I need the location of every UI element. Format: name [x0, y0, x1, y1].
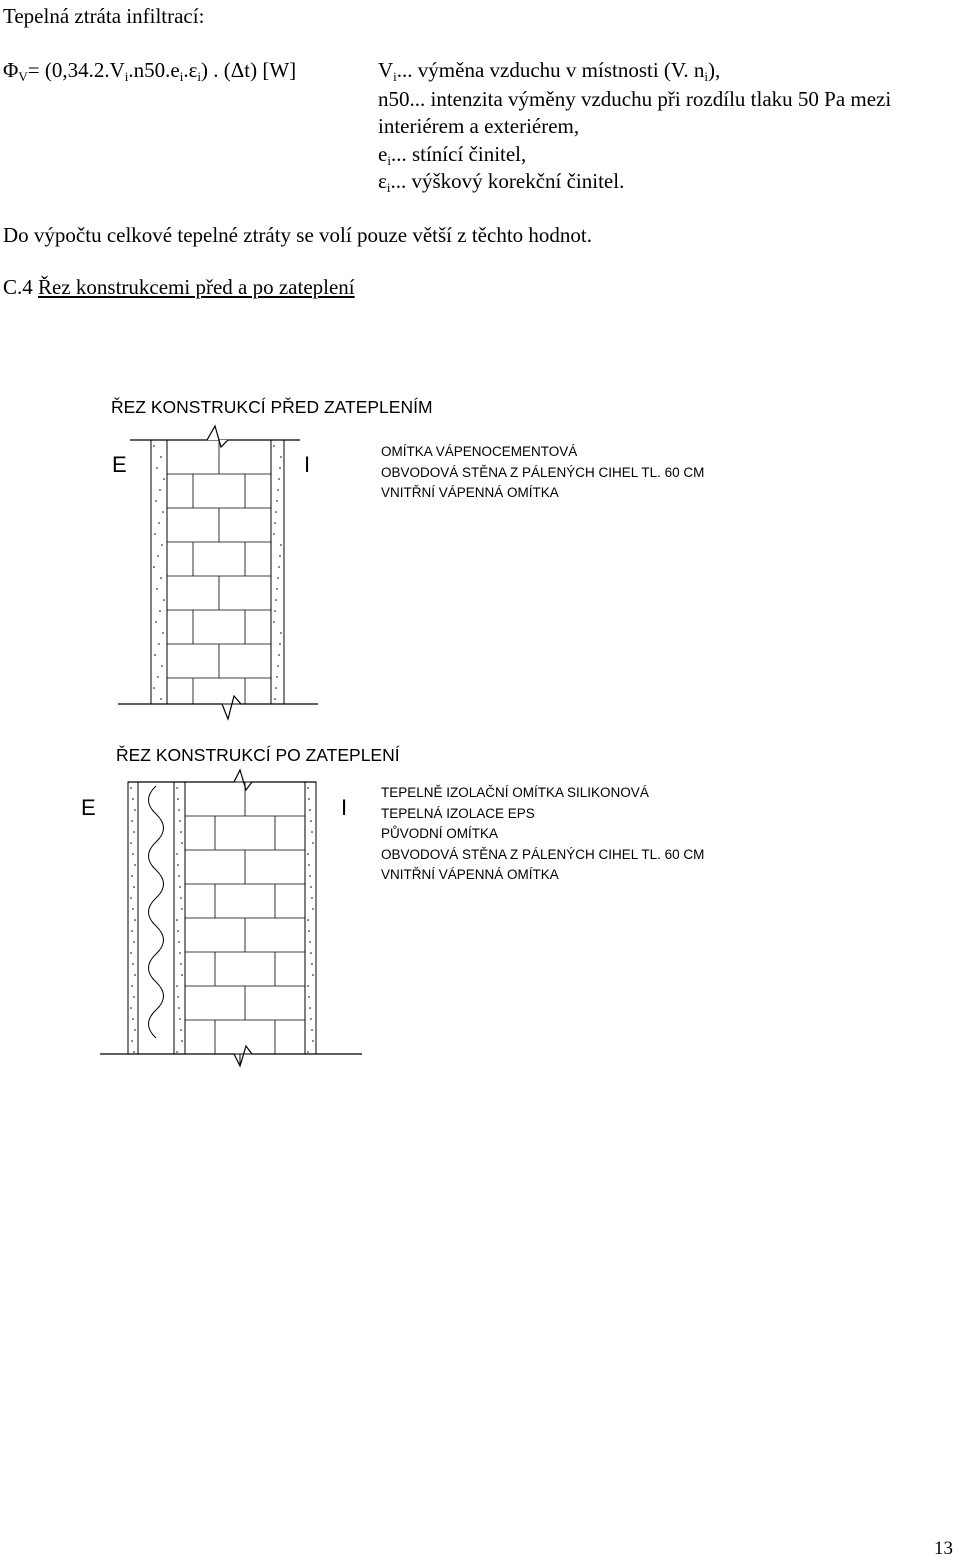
legend-before-layer-1: OMÍTKA VÁPENOCEMENTOVÁ: [381, 444, 578, 459]
legend-after-layer-5: VNITŘNÍ VÁPENNÁ OMÍTKA: [381, 867, 559, 882]
plaster-dot: [181, 842, 183, 844]
definition-n50-line1: n50... intenzita výměny vzduchu při rozdílu tlaku 50 Pa mezi: [378, 87, 892, 111]
legend-after-layer-3: PŮVODNÍ OMÍTKA: [381, 826, 499, 841]
plaster-dot: [160, 698, 162, 700]
legend-before-layer-3: VNITŘNÍ VÁPENNÁ OMÍTKA: [381, 485, 559, 500]
plaster-dot: [179, 820, 181, 822]
plaster-dot: [280, 544, 282, 546]
section-number: C.4: [3, 275, 33, 299]
plaster-dot: [155, 500, 157, 502]
plaster-dot: [181, 908, 183, 910]
plaster-dot: [311, 1029, 313, 1031]
plaster-dot: [157, 555, 159, 557]
plaster-dot: [308, 864, 310, 866]
plaster-dot: [181, 974, 183, 976]
after-eps-insulation: [138, 782, 174, 1054]
plaster-dot: [154, 533, 156, 535]
plaster-dot: [280, 632, 282, 634]
plaster-dot: [134, 1029, 136, 1031]
plaster-dot: [160, 456, 162, 458]
plaster-dot: [176, 1051, 178, 1053]
formula-eps-sub: i: [197, 69, 202, 84]
diagram-after-exterior-label: E: [81, 795, 96, 820]
plaster-dot: [158, 643, 160, 645]
plaster-dot: [279, 555, 281, 557]
plaster-dot: [308, 798, 310, 800]
before-exterior-plaster: [151, 440, 167, 704]
plaster-dot: [279, 643, 281, 645]
plaster-dot: [153, 566, 155, 568]
diagram-after-interior-label: I: [341, 795, 348, 820]
plaster-dot: [131, 820, 133, 822]
plaster-dot: [163, 478, 165, 480]
plaster-dot: [273, 621, 275, 623]
after-original-plaster: [174, 782, 185, 1054]
plaster-dot: [276, 500, 278, 502]
plaster-dot: [180, 897, 182, 899]
plaster-dot: [134, 974, 136, 976]
plaster-dot: [179, 1018, 181, 1020]
plaster-dot: [131, 985, 133, 987]
def-e-text: ... stínící činitel,: [390, 142, 527, 166]
plaster-dot: [308, 996, 310, 998]
plaster-dot: [278, 566, 280, 568]
plaster-dot: [132, 798, 134, 800]
plaster-dot: [310, 1018, 312, 1020]
page-title: Tepelná ztráta infiltrací:: [3, 4, 205, 28]
plaster-dot: [178, 941, 180, 943]
formula-rest: ) . (Δt) [W]: [201, 58, 297, 82]
diagram-after-heading: ŘEZ KONSTRUKCÍ PO ZATEPLENÍ: [116, 745, 400, 765]
plaster-dot: [133, 996, 135, 998]
plaster-dot: [162, 511, 164, 513]
plaster-dot: [312, 1040, 314, 1042]
definition-n50-line2: interiérem a exteriérem,: [378, 114, 580, 138]
def-v-sub: i: [393, 69, 397, 84]
plaster-dot: [153, 445, 155, 447]
plaster-dot: [163, 599, 165, 601]
plaster-dot: [278, 654, 280, 656]
plaster-dot: [276, 588, 278, 590]
plaster-dot: [309, 809, 311, 811]
plaster-dot: [273, 533, 275, 535]
plaster-dot: [275, 511, 277, 513]
diagram-before-heading: ŘEZ KONSTRUKCÍ PŘED ZATEPLENÍM: [111, 397, 433, 417]
plaster-dot: [307, 853, 309, 855]
plaster-dot: [132, 853, 134, 855]
plaster-dot: [178, 1007, 180, 1009]
def-e-sym: e: [378, 142, 388, 166]
plaster-dot: [279, 467, 281, 469]
plaster-dot: [179, 952, 181, 954]
plaster-dot: [134, 809, 136, 811]
plaster-dot: [274, 610, 276, 612]
plaster-dot: [180, 831, 182, 833]
plaster-dot: [310, 886, 312, 888]
plaster-dot: [274, 522, 276, 524]
plaster-dot: [278, 478, 280, 480]
plaster-dot: [307, 1051, 309, 1053]
plaster-dot: [157, 676, 159, 678]
plaster-dot: [130, 787, 132, 789]
plaster-dot: [130, 842, 132, 844]
def-v-text-end: ),: [708, 58, 721, 82]
legend-after-layer-4: OBVODOVÁ STĚNA Z PÁLENÝCH CIHEL TL. 60 CM: [381, 846, 705, 862]
plaster-dot: [311, 831, 313, 833]
legend-before-layer-2: OBVODOVÁ STĚNA Z PÁLENÝCH CIHEL TL. 60 CM: [381, 464, 705, 480]
formula-phi: Φ: [3, 58, 19, 82]
def-eps-sub: i: [386, 180, 391, 195]
def-eps-text: ... výškový korekční činitel.: [390, 169, 625, 193]
plaster-dot: [277, 489, 279, 491]
plaster-dot: [130, 952, 132, 954]
plaster-dot: [307, 985, 309, 987]
def-eps-sym: ε: [378, 169, 387, 193]
plaster-dot: [177, 996, 179, 998]
plaster-dot: [130, 1007, 132, 1009]
plaster-dot: [273, 445, 275, 447]
plaster-dot: [310, 820, 312, 822]
plaster-dot: [176, 985, 178, 987]
legend-after-layer-2: TEPELNÁ IZOLACE EPS: [381, 805, 535, 821]
plaster-dot: [161, 544, 163, 546]
section-title: Řez konstrukcemi před a po zateplení: [38, 275, 355, 299]
plaster-dot: [162, 632, 164, 634]
formula-n50: .n50.e: [128, 58, 180, 82]
plaster-dot: [311, 963, 313, 965]
plaster-dot: [177, 930, 179, 932]
plaster-dot: [277, 665, 279, 667]
plaster-dot: [134, 864, 136, 866]
plaster-dot: [178, 809, 180, 811]
plaster-dot: [154, 654, 156, 656]
def-v-text-sub: i: [704, 69, 709, 84]
formula-e-sub: i: [179, 69, 184, 84]
plaster-dot: [311, 897, 313, 899]
plaster-dot: [179, 886, 181, 888]
plaster-dot: [132, 1018, 134, 1020]
formula-vi-sub: i: [124, 69, 129, 84]
plaster-dot: [307, 919, 309, 921]
plaster-dot: [178, 875, 180, 877]
plaster-dot: [176, 787, 178, 789]
plaster-dot: [280, 456, 282, 458]
plaster-dot: [133, 1051, 135, 1053]
plaster-dot: [309, 941, 311, 943]
plaster-dot: [159, 610, 161, 612]
plaster-dot: [153, 687, 155, 689]
plaster-dot: [312, 974, 314, 976]
def-v-text: ... výměna vzduchu v místnosti (V. n: [396, 58, 705, 82]
plaster-dot: [132, 908, 134, 910]
calculation-note: Do výpočtu celkové tepelné ztráty se volí pouze větší z těchto hodnot.: [3, 223, 592, 247]
plaster-dot: [277, 577, 279, 579]
diagram-before-interior-label: I: [304, 452, 311, 477]
plaster-dot: [156, 467, 158, 469]
plaster-dot: [131, 930, 133, 932]
formula-eq: = (0,34.2.V: [27, 58, 125, 82]
plaster-dot: [133, 941, 135, 943]
plaster-dot: [131, 875, 133, 877]
plaster-dot: [134, 919, 136, 921]
plaster-dot: [176, 853, 178, 855]
plaster-dot: [156, 588, 158, 590]
plaster-dot: [155, 621, 157, 623]
plaster-dot: [158, 522, 160, 524]
plaster-dot: [312, 908, 314, 910]
section-before-drawing: [118, 426, 318, 719]
plaster-dot: [275, 687, 277, 689]
formula-dot: .: [183, 58, 189, 82]
plaster-dot: [274, 698, 276, 700]
plaster-dot: [161, 665, 163, 667]
after-silicone-plaster: [128, 782, 138, 1054]
plaster-dot: [309, 1007, 311, 1009]
plaster-dot: [132, 963, 134, 965]
before-interior-plaster: [271, 440, 284, 704]
plaster-dot: [181, 1040, 183, 1042]
plaster-dot: [176, 919, 178, 921]
diagram-before-exterior-label: E: [112, 452, 127, 477]
plaster-dot: [159, 489, 161, 491]
plaster-dot: [180, 963, 182, 965]
def-v-sym: V: [378, 58, 394, 82]
plaster-dot: [177, 798, 179, 800]
plaster-dot: [133, 831, 135, 833]
after-interior-plaster: [305, 782, 316, 1054]
plaster-dot: [275, 599, 277, 601]
plaster-dot: [180, 1029, 182, 1031]
plaster-dot: [310, 952, 312, 954]
plaster-dot: [177, 864, 179, 866]
legend-after-layer-1: TEPELNĚ IZOLAČNÍ OMÍTKA SILIKONOVÁ: [381, 785, 649, 800]
plaster-dot: [276, 676, 278, 678]
plaster-dot: [160, 577, 162, 579]
formula-phi-sub: V: [18, 69, 28, 84]
page-number: 13: [934, 1538, 953, 1559]
formula-eps: ε: [188, 58, 198, 82]
def-e-sub: i: [387, 153, 391, 168]
plaster-dot: [131, 1040, 133, 1042]
plaster-dot: [309, 875, 311, 877]
section-after-drawing: [100, 770, 362, 1066]
plaster-dot: [308, 930, 310, 932]
plaster-dot: [130, 897, 132, 899]
plaster-dot: [133, 886, 135, 888]
plaster-dot: [312, 842, 314, 844]
plaster-dot: [307, 787, 309, 789]
